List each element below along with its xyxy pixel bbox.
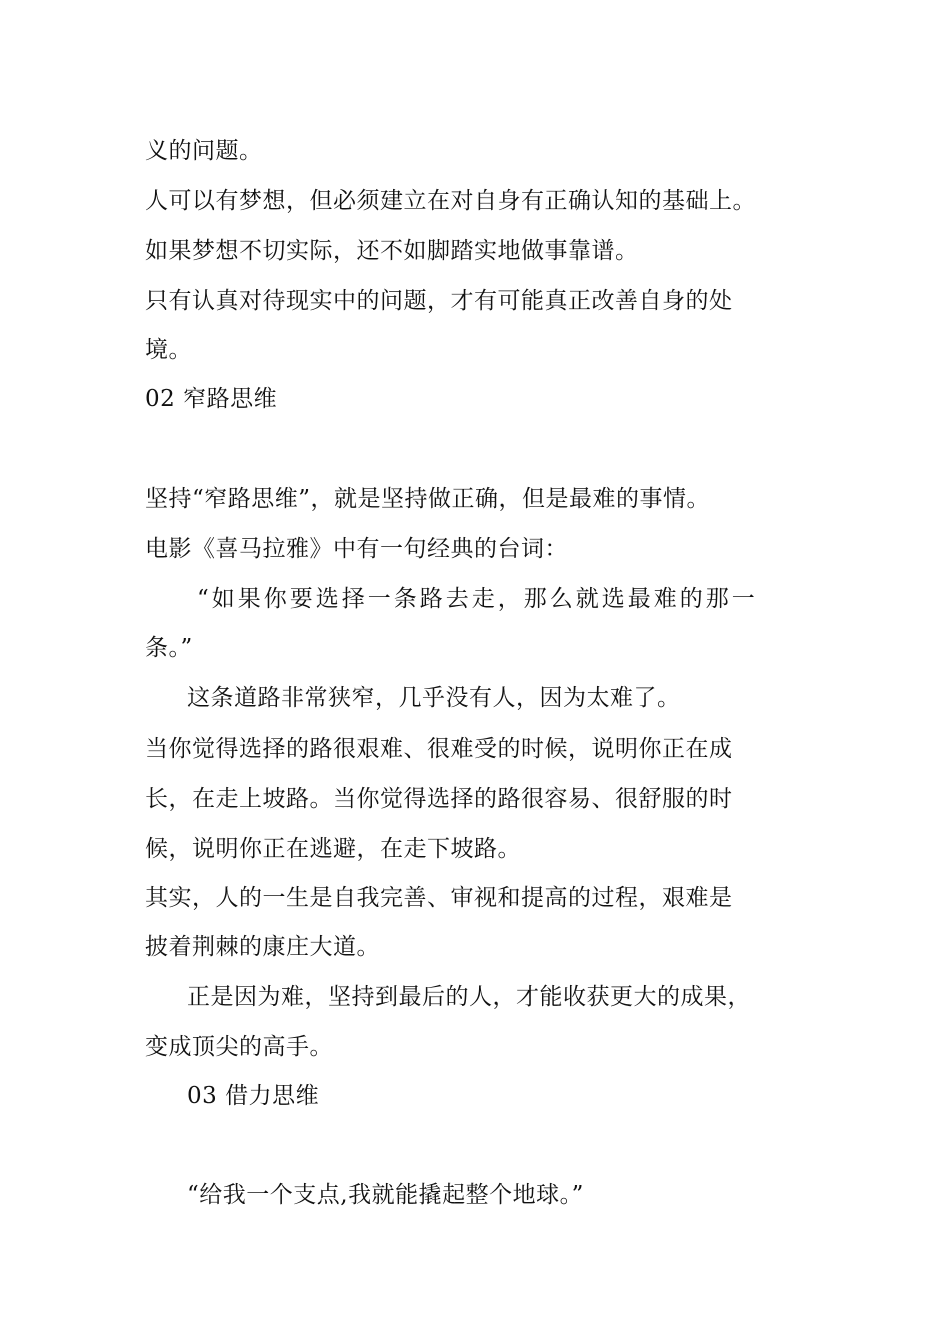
text-line: 只有认真对待现实中的问题，才有可能真正改善自身的处 [145,288,733,314]
quote-line: “给我一个支点,我就能撬起整个地球。” [187,1182,584,1208]
text-line: 这条道路非常狭窄，几乎没有人，因为太难了。 [187,685,681,711]
text-line: 候，说明你正在逃避，在走下坡路。 [145,836,521,862]
text-line: 当你觉得选择的路很艰难、很难受的时候，说明你正在成 [145,736,733,762]
text-line: 正是因为难，坚持到最后的人，才能收获更大的成果， [187,984,751,1010]
section-heading: 02 窄路思维 [145,386,278,412]
text-line: 披着荆棘的康庄大道。 [145,934,380,960]
text-line: 义的问题。 [145,138,263,164]
text-line: 如果梦想不切实际，还不如脚踏实地做事靠谱。 [145,238,639,264]
text-line: 其实，人的一生是自我完善、审视和提高的过程，艰难是 [145,885,733,911]
quote-line: “如果你要选择一条路去走，那么就选最难的那一 [197,586,758,612]
text-line: 电影《喜马拉雅》中有一句经典的台词： [145,536,568,562]
text-line: 变成顶尖的高手。 [145,1034,333,1060]
text-line: 境。 [145,337,192,363]
text-line: 长，在走上坡路。当你觉得选择的路很容易、很舒服的时 [145,786,733,812]
text-line: 人可以有梦想，但必须建立在对自身有正确认知的基础上。 [145,188,756,214]
text-line: 坚持“窄路思维”，就是坚持做正确，但是最难的事情。 [145,486,711,512]
quote-line: 条。” [145,635,193,661]
section-heading: 03 借力思维 [187,1083,320,1109]
